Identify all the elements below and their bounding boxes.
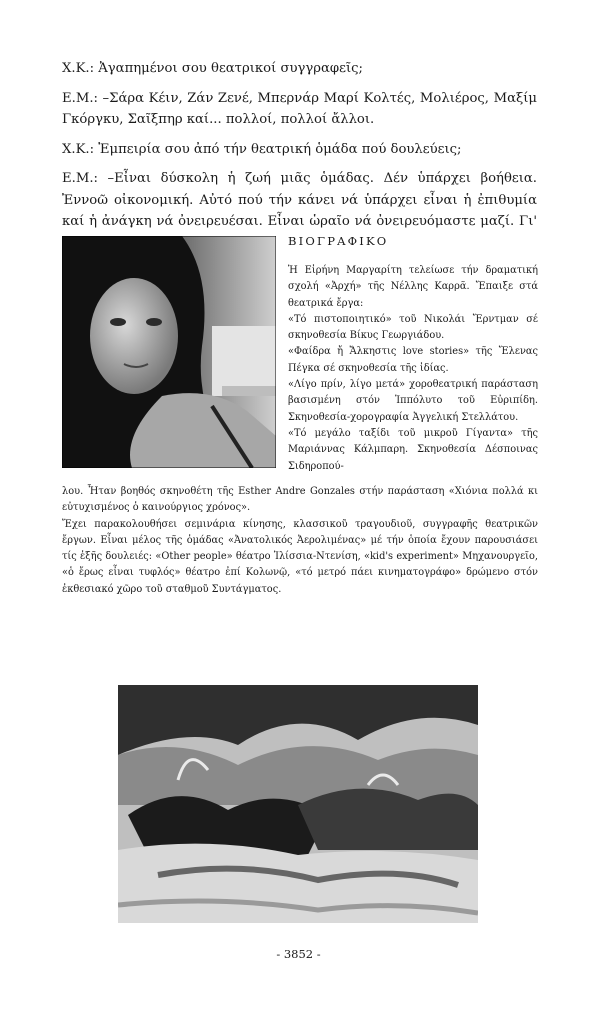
portrait-photo — [62, 236, 276, 468]
biography-side-text — [288, 263, 538, 475]
page-number: - 3852 - — [276, 947, 321, 961]
biography-heading: ΒΙΟΓΡΑΦΙΚΟ — [288, 234, 389, 248]
interview-section — [62, 58, 537, 262]
bio-paragraph: Ἔχει παρακολουθήσει σεμινάρια κίνησης, κλασσικοῦ τραγουδιοῦ, συγγραφῆς θεατρικῶν ἔργων. Εἶναι μέλος τῆς ὁμάδας «Ἀνατολικός Ἀερολιμένας» μέ τήν ὁποία ἔχουν παρουσιάσει τίς ἑξῆς δουλειές: «Other people» θέατρο Ἰλίσσια-Ντενίση, «kid's experiment» Μηχανουργεῖο, «ὁ ἔρως εἶναι τυφλός» θέατρο ἐπί Κολωνῷ, «τό μετρό πάει κινηματογράφο» δρώμενο στόν ἐκθεσιακό χῶρο τοῦ σταθμοῦ Συντάγματος. — [62, 518, 538, 595]
landscape-painting — [118, 685, 478, 923]
bio-paragraph: «Φαίδρα ἤ Ἄλκηστις love stories» τῆς Ἔλενας Πέγκα σέ σκηνοθεσία τῆς ἰδίας. — [288, 346, 538, 374]
bio-paragraph: «Τό πιστοποιητικό» τοῦ Νικολάι Ἔρντμαν σέ σκηνοθεσία Βίκυς Γεωργιάδου. — [288, 313, 538, 342]
interview-answer: Ε.Μ.: –Σάρα Κέιν, Ζάν Ζενέ, Μπερνάρ Μαρί Κολτές, Μολιέρος, Μαξίμ Γκόργκυ, Σαῖξπηρ καί... πολλοί, πολλοί ἄλλοι. — [62, 90, 537, 127]
bio-paragraph: «Λίγο πρίν, λίγο μετά» χοροθεατρική παράσταση βασισμένη στόν Ἱππόλυτο τοῦ Εὐριπίδη. Σκηνοθεσία-χορογραφία Ἀγγελική Στελλάτου. — [288, 379, 538, 423]
bio-paragraph: λου. Ἦταν βοηθός σκηνοθέτη τῆς Esther Andre Gonzales στήν παράσταση «Χιόνια πολλά κι εὐτυχισμένος ὁ καινούργιος χρόνος». — [62, 486, 538, 514]
interview-question: Χ.Κ.: Ἀγαπημένοι σου θεατρικοί συγγραφεῖς; — [62, 61, 363, 76]
biography-full-text — [62, 484, 538, 598]
interview-question: Χ.Κ.: Ἐμπειρία σου ἀπό τήν θεατρική ὁμάδα πού δουλεύεις; — [62, 141, 462, 157]
bio-paragraph: «Τό μεγάλο ταξίδι τοῦ μικροῦ Γίγαντα» τῆς Μαριάννας Κάλμπαρη. Σκηνοθεσία Δέσποινας Σιδηροπού- — [288, 427, 538, 472]
bio-paragraph: Ἡ Εἰρήνη Μαργαρίτη τελείωσε τήν δραματική σχολή «Ἀρχή» τῆς Νέλλης Καρρᾶ. Ἔπαιξε στά θεατρικά ἔργα: — [288, 265, 538, 309]
interview-answer: Ε.Μ.: –Εἶναι δύσκολη ἡ ζωή μιᾶς ὁμάδας. Δέν ὑπάρχει βοήθεια. Ἐννοῶ οἰκονομική. Αὐτό πού τήν κάνει νά ὑπάρχει εἶναι ἡ ἐπιθυμία καί ἡ ἀνάγκη νά ὀνειρευέσαι. Εἶναι ὡραῖο νά ὀνειρευόμαστε μαζί. Γι' — [62, 171, 537, 229]
